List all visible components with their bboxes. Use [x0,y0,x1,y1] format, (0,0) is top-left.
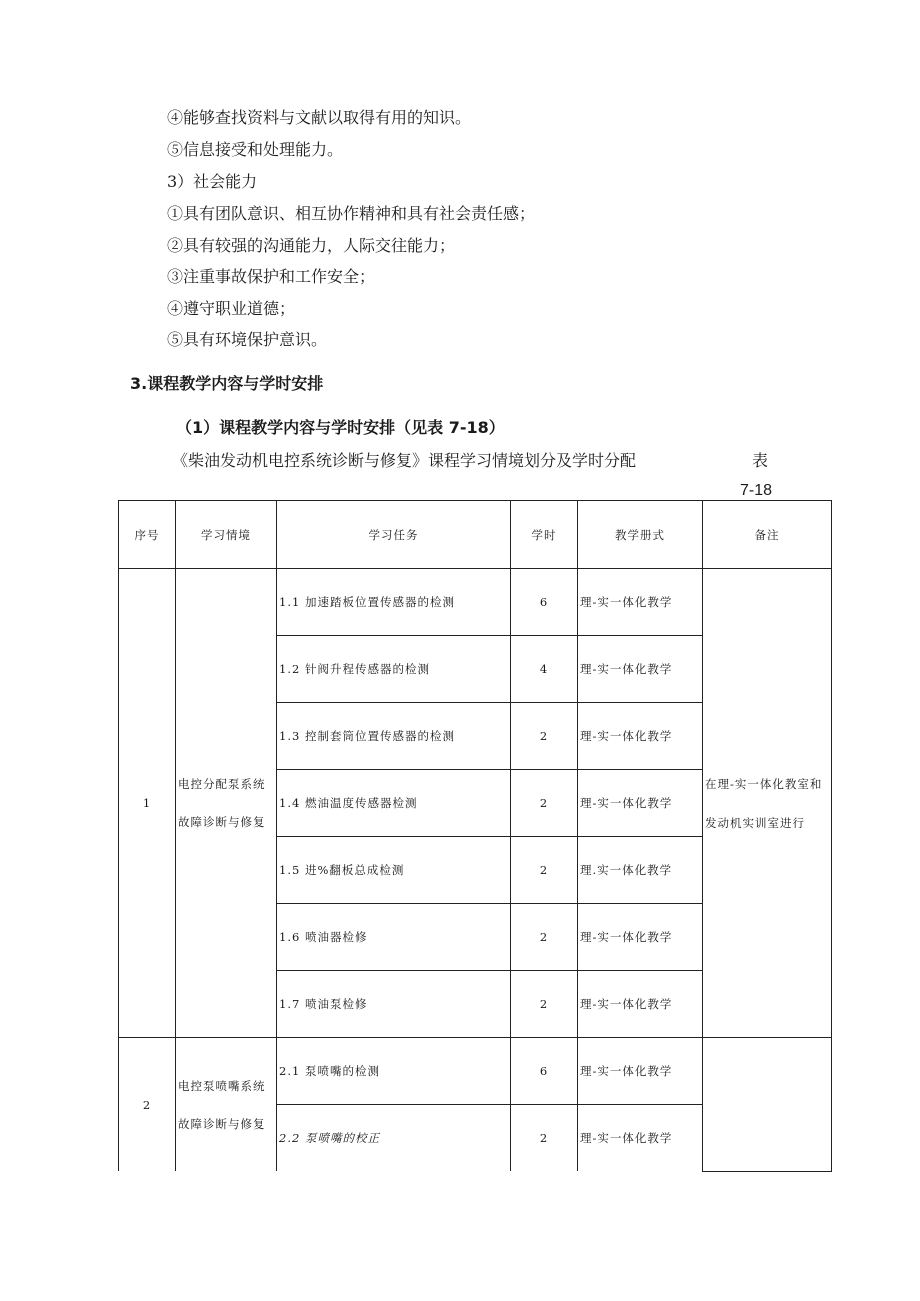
mode-cell: 理.实一体化教学 [578,837,703,904]
mode-cell: 理-实一体化教学 [578,1038,703,1105]
hours-cell: 2 [511,770,578,837]
paragraph-2: ⑤信息接受和处理能力。 [167,140,344,159]
paragraph-1: ④能够查找资料与文献以取得有用的知识。 [167,108,472,127]
table-row [119,569,832,636]
hours-cell: 2 [511,703,578,770]
group-note-text: 在理-实一体化教室和发动机实训室进行 [705,776,823,830]
task-cell: 1.1 加速踏板位置传感器的检测 [277,569,511,636]
mode-cell: 理-实一体化教学 [578,636,703,703]
group-number: 1 [119,569,176,1038]
mode-cell: 理-实一体化教学 [578,770,703,837]
group-note [703,1038,832,1172]
table-header-row [119,501,832,569]
paragraph-5: ②具有较强的沟通能力，人际交往能力； [167,236,456,255]
group-scene: 电控泵喷嘴系统故障诊断与修复 [176,1038,277,1172]
paragraph-4: ①具有团队意识、相互协作精神和具有社会责任感； [167,204,536,223]
task-cell: 2.1 泵喷嘴的检测 [277,1038,511,1105]
paragraph-6: ③注重事故保护和工作安全； [167,267,376,286]
hours-cell: 2 [511,837,578,904]
sub-heading: （1）课程教学内容与学时安排（见表 7-18） [176,418,505,437]
section-heading: 3.课程教学内容与学时安排 [130,374,324,393]
task-cell: 1.5 进%翻板总成检测 [277,837,511,904]
task-cell: 1.6 喷油器检修 [277,904,511,971]
hours-cell: 6 [511,1038,578,1105]
header-scene: 学习情境 [176,501,277,569]
table-caption: 《柴油发动机电控系统诊断与修复》课程学习情境划分及学时分配 [172,451,637,470]
mode-cell: 理-实一体化教学 [578,569,703,636]
hours-cell: 4 [511,636,578,703]
course-table [118,500,832,1172]
paragraph-3: 3）社会能力 [167,172,258,191]
task-cell: 1.4 燃油温度传感器检测 [277,770,511,837]
header-mode: 教学册式 [578,501,703,569]
mode-cell: 理-实一体化教学 [578,703,703,770]
table-label: 表 [752,451,769,470]
header-task: 学习任务 [277,501,511,569]
table-row [119,1038,832,1105]
paragraph-8: ⑤具有环境保护意识。 [167,330,328,349]
task-cell: 1.7 喷油泵检修 [277,971,511,1038]
header-number: 序号 [119,501,176,569]
hours-cell: 2 [511,971,578,1038]
group-scene: 电控分配泵系统故障诊断与修复 [176,569,277,1038]
hours-cell: 6 [511,569,578,636]
hours-cell: 2 [511,904,578,971]
task-cell: 1.3 控制套筒位置传感器的检测 [277,703,511,770]
table-number: 7-18 [740,482,773,499]
mode-cell: 理-实一体化教学 [578,971,703,1038]
task-cell: 2.2 泵喷嘴的校正 [277,1105,511,1172]
mode-cell: 理-实一体化教学 [578,904,703,971]
group-note [703,569,832,1038]
hours-cell: 2 [511,1105,578,1172]
header-note: 备注 [703,501,832,569]
mode-cell: 理-实一体化教学 [578,1105,703,1172]
task-cell: 1.2 针阀升程传感器的检测 [277,636,511,703]
header-hours: 学时 [511,501,578,569]
group-number: 2 [119,1038,176,1172]
paragraph-7: ④遵守职业道德； [167,299,296,318]
